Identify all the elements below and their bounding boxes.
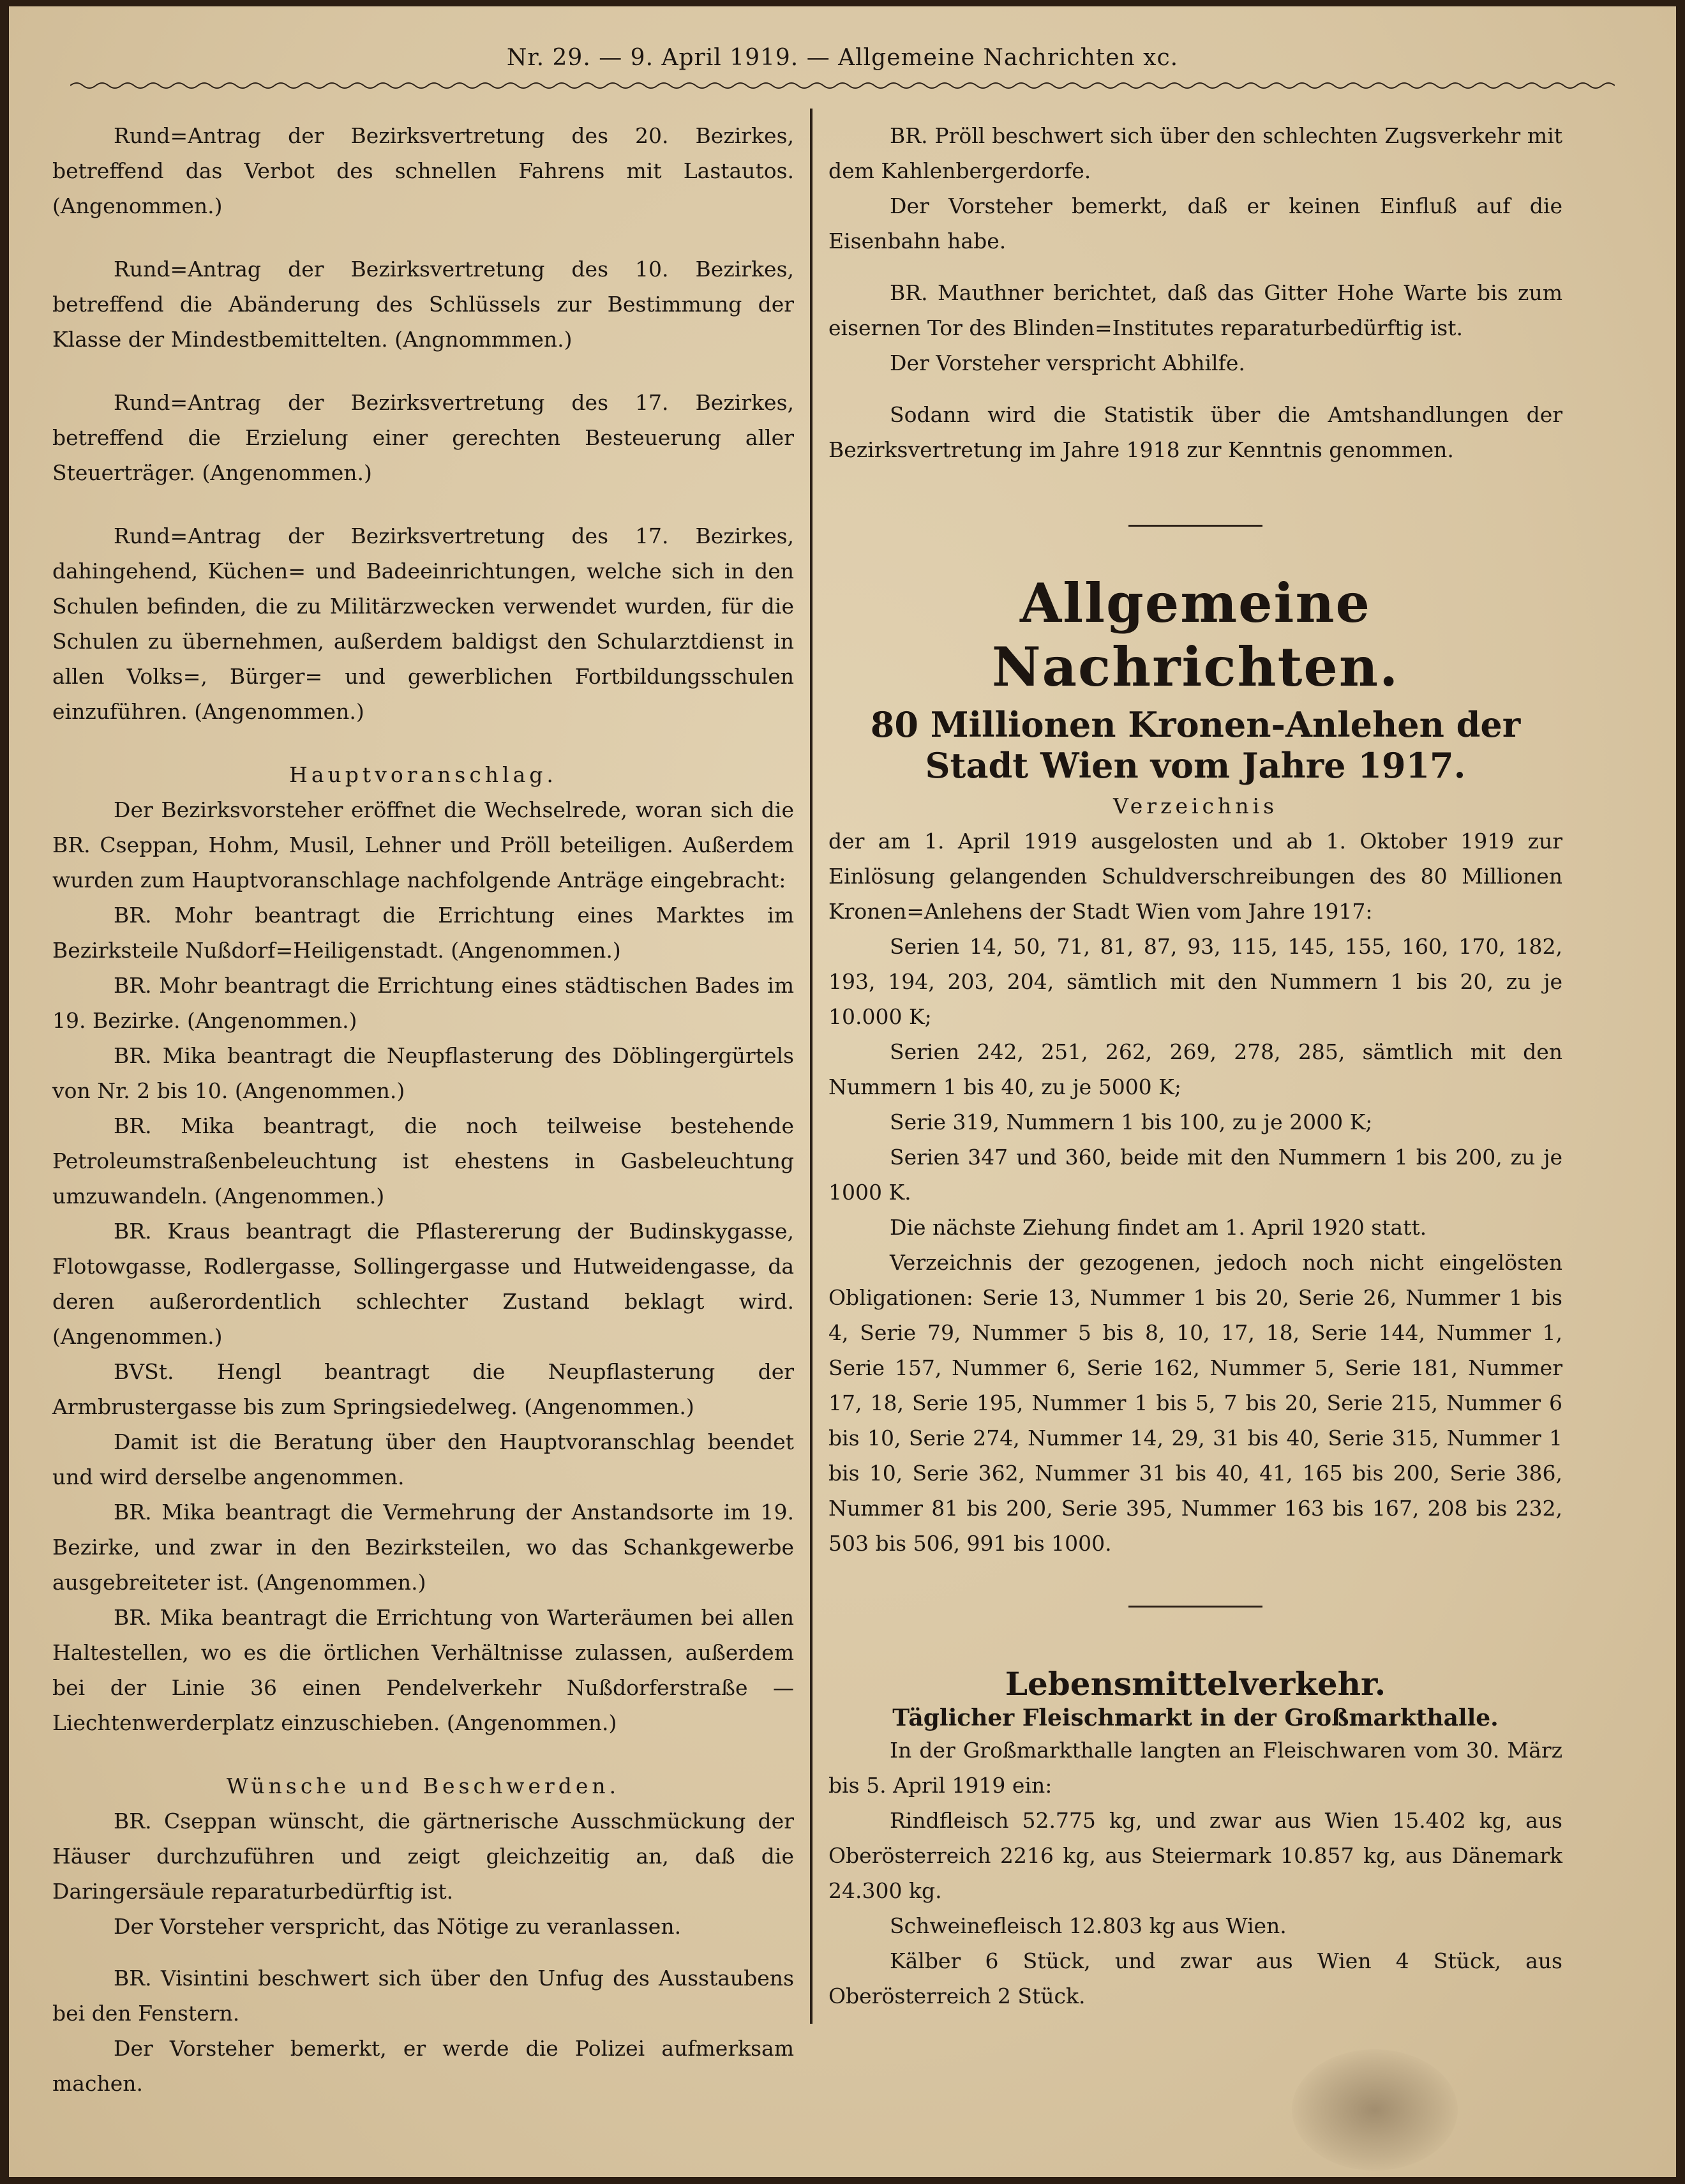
series-list-3: Serie 319, Nummern 1 bis 100, zu je 2000 K; xyxy=(890,1110,1373,1134)
page-header: Nr. 29. — 9. April 1919. — Allgemeine Nachrichten xc. xyxy=(506,45,1179,71)
left-column xyxy=(52,118,794,2101)
verzeichnis-heading: Verzeichnis xyxy=(1112,794,1278,818)
left-paragraph-12: Damit ist die Beratung über den Hauptvoranschlag beendet und wird derselbe angenommen. xyxy=(52,1429,794,1489)
section-heading-hauptvoranschlag: Hauptvoranschlag. xyxy=(289,762,557,787)
left-paragraph-1: Rund=Antrag der Bezirksvertretung des 20. Bezirkes, betreffend das Verbot des schnellen Fahrens mit Lastautos. (Angenommen.) xyxy=(52,123,794,218)
section-title-allgemeine-nachrichten: Allgemeine Nachrichten. xyxy=(991,571,1400,698)
right-paragraph-3: BR. Mauthner berichtet, daß das Gitter Hohe Warte bis zum eisernen Tor des Blinden=Institutes reparaturbedürftig ist. xyxy=(828,280,1562,340)
left-paragraph-9: BR. Mika beantragt, die noch teilweise bestehende Petroleumstraßenbeleuchtung ist ehestens in Gasbeleuchtung umzuwandeln. (Angenommen.) xyxy=(52,1113,794,1209)
left-paragraph-3: Rund=Antrag der Bezirksvertretung des 17. Bezirkes, betreffend die Erzielung einer gerechten Besteuerung aller Steuerträger. (Angenommen.) xyxy=(52,390,794,485)
paper-stain xyxy=(1292,2049,1458,2171)
column-divider xyxy=(810,109,813,2024)
right-paragraph-1: BR. Pröll beschwert sich über den schlechten Zugsverkehr mit dem Kahlenbergerdorfe. xyxy=(828,123,1562,183)
left-paragraph-8: BR. Mika beantragt die Neupflasterung des Döblingergürtels von Nr. 2 bis 10. (Angenommen.) xyxy=(52,1043,794,1103)
meat-paragraph-3: Schweinefleisch 12.803 kg aus Wien. xyxy=(890,1913,1287,1938)
left-paragraph-18: Der Vorsteher bemerkt, er werde die Polizei aufmerksam machen. xyxy=(52,2036,794,2096)
left-paragraph-15: BR. Cseppan wünscht, die gärtnerische Ausschmückung der Häuser durchzuführen und zeigt gleichzeitig an, daß die Daringersäule reparaturbedürftig ist. xyxy=(52,1809,794,1904)
left-paragraph-5: Der Bezirksvorsteher eröffnet die Wechselrede, woran sich die BR. Cseppan, Hohm, Musil, Lehner und Pröll beteiligen. Außerdem wurden zum Hauptvoranschlage nachfolgende Anträge eingebracht: xyxy=(52,797,794,892)
series-list-2: Serien 242, 251, 262, 269, 278, 285, sämtlich mit den Nummern 1 bis 40, zu je 5000 K; xyxy=(828,1039,1562,1099)
meat-paragraph-4: Kälber 6 Stück, und zwar aus Wien 4 Stück, aus Oberösterreich 2 Stück. xyxy=(828,1948,1562,2008)
right-paragraph-5: Sodann wird die Statistik über die Amtshandlungen der Bezirksvertretung im Jahre 1918 zur Kenntnis genommen. xyxy=(828,402,1562,462)
right-column xyxy=(828,118,1562,2014)
left-paragraph-17: BR. Visintini beschwert sich über den Unfug des Ausstaubens bei den Fenstern. xyxy=(52,1966,794,2026)
right-paragraph-2: Der Vorsteher bemerkt, daß er keinen Einfluß auf die Eisenbahn habe. xyxy=(828,193,1562,253)
series-list-1: Serien 14, 50, 71, 81, 87, 93, 115, 145, 155, 160, 170, 182, 193, 194, 203, 204, sämtlich mit den Nummern 1 bis 20, zu je 10.000 K; xyxy=(828,934,1562,1029)
verzeichnis-text: der am 1. April 1919 ausgelosten und ab 1. Oktober 1919 zur Einlösung gelangenden Schuldverschreibungen des 80 Millionen Kronen=Anlehens der Stadt Wien vom Jahre 1917: xyxy=(828,829,1562,924)
right-paragraph-4: Der Vorsteher verspricht Abhilfe. xyxy=(890,350,1245,375)
left-paragraph-6: BR. Mohr beantragt die Errichtung eines Marktes im Bezirksteile Nußdorf=Heiligenstadt. (Angenommen.) xyxy=(52,903,794,963)
left-paragraph-14: BR. Mika beantragt die Errichtung von Warteräumen bei allen Haltestellen, wo es die örtlichen Verhältnisse zulassen, außerdem bei der Linie 36 einen Pendelverkehr Nußdorferstraße — Liechtenwerderplatz einzuschieben. (Angenommen.) xyxy=(52,1605,794,1735)
next-drawing: Die nächste Ziehung findet am 1. April 1920 statt. xyxy=(890,1215,1427,1240)
left-paragraph-2: Rund=Antrag der Bezirksvertretung des 10. Bezirkes, betreffend die Abänderung des Schlüssels zur Bestimmung der Klasse der Mindestbemittelten. (Angnommmen.) xyxy=(52,257,794,352)
loan-title: 80 Millionen Kronen-Anlehen der Stadt Wien vom Jahre 1917. xyxy=(870,704,1521,786)
section-heading-wuensche: Wünsche und Beschwerden. xyxy=(226,1774,620,1798)
meat-market-heading: Täglicher Fleischmarkt in der Großmarkthalle. xyxy=(892,1705,1499,1731)
left-paragraph-16: Der Vorsteher verspricht, das Nötige zu veranlassen. xyxy=(114,1914,682,1939)
unredeemed-list: Verzeichnis der gezogenen, jedoch noch nicht eingelösten Obligationen: Serie 13, Nummer 1 bis 20, Serie 26, Nummer 1 bis 4, Serie 79, Nummer 5 bis 8, 10, 17, 18, Serie 144, Nummer 1, Serie 157, Nummer 6, Serie 162, Nummer 5, Serie 181, Nummer 17, 18, Serie 195, Nummer 1 bis 5, 7 bis 20, Serie 215, Nummer 6 bis 10, Serie 274, Nummer 14, 29, 31 bis 40, Serie 315, Nummer 1 bis 10, Serie 362, Nummer 31 bis 40, 41, 165 bis 200, Serie 386, Nummer 81 bis 200, Serie 395, Nummer 163 bis 167, 208 bis 232, 503 bis 506, 991 bis 1000. xyxy=(828,1250,1562,1556)
series-list-4: Serien 347 und 360, beide mit den Nummern 1 bis 200, zu je 1000 K. xyxy=(828,1145,1562,1205)
left-paragraph-7: BR. Mohr beantragt die Errichtung eines städtischen Bades im 19. Bezirke. (Angenommen.) xyxy=(52,973,794,1033)
left-paragraph-11: BVSt. Hengl beantragt die Neupflasterung der Armbrustergasse bis zum Springsiedelweg. (Angenommen.) xyxy=(52,1359,794,1419)
header-wavy-rule xyxy=(70,79,1615,92)
meat-paragraph-2: Rindfleisch 52.775 kg, und zwar aus Wien 15.402 kg, aus Oberösterreich 2216 kg, aus Steiermark 10.857 kg, aus Dänemark 24.300 kg. xyxy=(828,1808,1562,1903)
meat-paragraph-1: In der Großmarkthalle langten an Fleischwaren vom 30. März bis 5. April 1919 ein: xyxy=(828,1738,1562,1798)
left-paragraph-10: BR. Kraus beantragt die Pflastererung der Budinskygasse, Flotowgasse, Rodlergasse, Sollingergasse und Hutweidengasse, da deren außerordentlich schlechter Zustand beklagt wird. (Angenommen.) xyxy=(52,1219,794,1349)
section-title-lebensmittelverkehr: Lebensmittelverkehr. xyxy=(1005,1665,1386,1703)
left-paragraph-13: BR. Mika beantragt die Vermehrung der Anstandsorte im 19. Bezirke, und zwar in den Bezirksteilen, wo das Schankgewerbe ausgebreiteter ist. (Angenommen.) xyxy=(52,1500,794,1595)
left-paragraph-4: Rund=Antrag der Bezirksvertretung des 17. Bezirkes, dahingehend, Küchen= und Badeeinrichtungen, welche sich in den Schulen befinden, die zu Militärzwecken verwendet wurden, für die Schulen zu übernehmen, außerdem baldigst den Schularztdienst in allen Volks=, Bürger= und gewerblichen Fortbildungsschulen einzuführen. (Angenommen.) xyxy=(52,523,794,724)
